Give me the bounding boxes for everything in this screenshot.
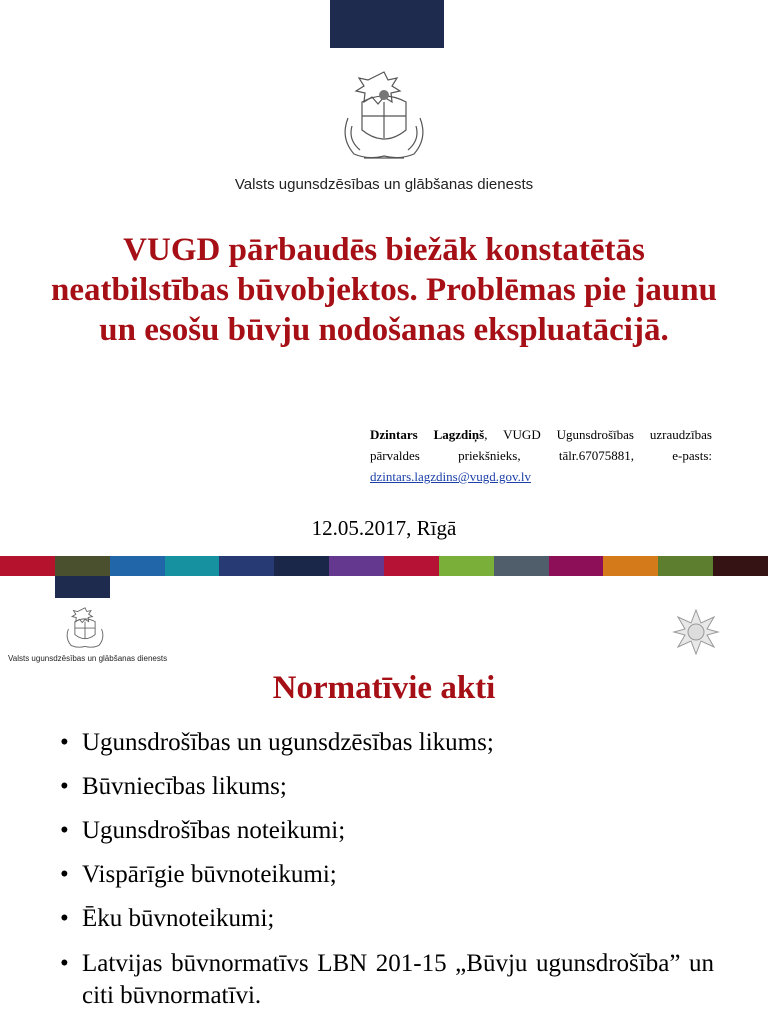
slide-title: Normatīvie akti (272, 670, 496, 706)
email-link[interactable]: dzintars.lagzdins@vugd.gov.lv (370, 469, 531, 484)
header-tab (330, 0, 444, 48)
strip-segment (55, 556, 110, 576)
vugd-star-emblem-icon (672, 608, 720, 656)
strip-segment (439, 556, 494, 576)
latvian-coat-of-arms-icon (62, 606, 108, 652)
list-item: • Būvniecības likums; (58, 772, 714, 802)
strip-segment (165, 556, 220, 576)
agency-name: Valsts ugunsdzēsības un glābšanas dienests (8, 654, 168, 663)
bullet-list (58, 728, 714, 1024)
strip-segment (0, 556, 55, 576)
strip-segment (110, 556, 165, 576)
slide-title: VUGD pārbaudēs biežāk konstatētās neatbilstības būvobjektos. Problēmas pie jaunu un esošu būvju nodošanas ekspluatācijā. (51, 232, 717, 348)
strip-segment (329, 556, 384, 576)
agency-name: Valsts ugunsdzēsības un glābšanas dienests (234, 176, 534, 193)
author-details: , VUGD Ugunsdrošības uzraudzības pārvaldes priekšnieks, tālr.67075881, e-pasts: (370, 427, 712, 463)
presentation-date: 12.05.2017, Rīgā (311, 516, 457, 540)
latvian-coat-of-arms-icon (334, 68, 434, 168)
strip-segment (658, 556, 713, 576)
author-info (370, 424, 712, 487)
strip-segment (494, 556, 549, 576)
list-item: • Ugunsdrošības noteikumi; (58, 816, 714, 846)
header-tab (55, 576, 110, 598)
list-item: • Ugunsdrošības un ugunsdzēsības likums; (58, 728, 714, 758)
strip-segment (274, 556, 329, 576)
strip-segment (549, 556, 604, 576)
strip-segment (219, 556, 274, 576)
content-slide (0, 556, 768, 1024)
list-item: • Vispārīgie būvnoteikumi; (58, 860, 714, 890)
strip-segment (713, 556, 768, 576)
strip-segment (384, 556, 439, 576)
list-item: • Ēku būvnoteikumi; (58, 904, 714, 934)
strip-segment (603, 556, 658, 576)
list-item: • Latvijas būvnormatīvs LBN 201-15 „Būvju ugunsdrošība” un citi būvnormatīvi. (58, 948, 714, 1012)
color-strip (0, 556, 768, 576)
author-name: Dzintars Lagzdiņš (370, 427, 485, 442)
